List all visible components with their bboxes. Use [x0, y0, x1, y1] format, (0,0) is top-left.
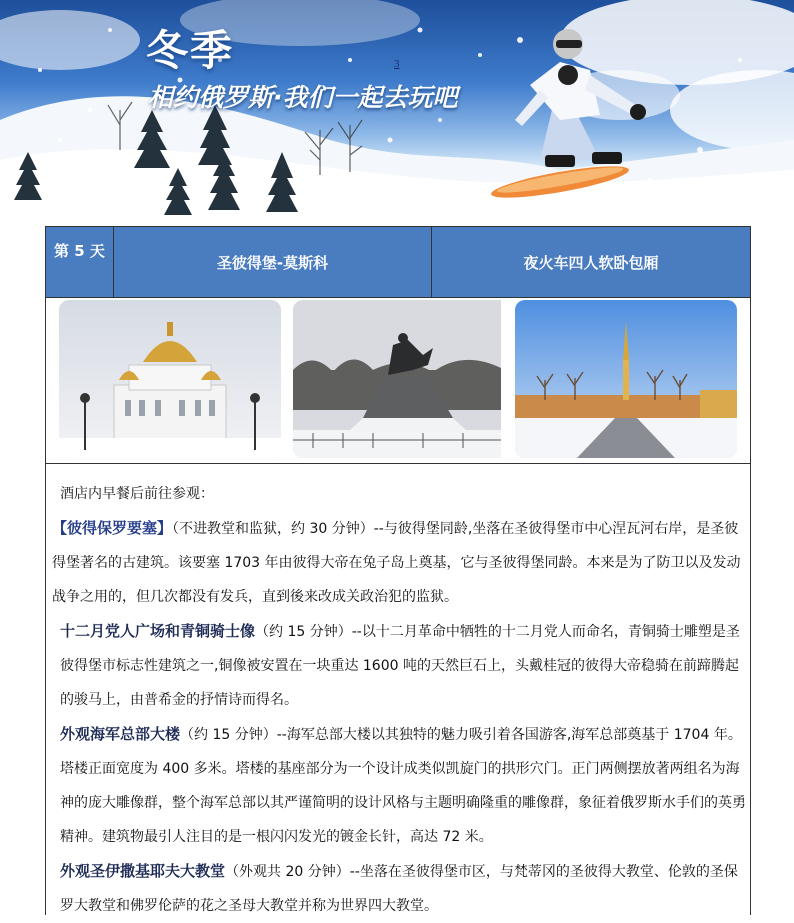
section-text: --以十二月革命中牺牲的十二月党人而命名，青铜骑士雕塑是圣彼得堡市标志性建筑之一,铜像被安置在一块重达 1600 吨的天然巨石上，头戴桂冠的彼得大帝稳骑在前蹄腾起的骏马上，由普希金的抒情诗而得名。 [60, 624, 740, 708]
section-title: 外观海军总部大楼 [60, 725, 181, 743]
section-duration: （不进教堂和监狱，约 30 分钟） [172, 521, 374, 537]
section-text: --与彼得堡同龄,坐落在圣彼得堡市中心涅瓦河右岸，是圣彼得堡著名的古建筑。该要塞 1703 年由彼得大帝在兔子岛上奠基，它与圣彼得堡同龄。本来是为了防卫以及发动战争之用的，但几次都没有发兵，直到後来改成关政治犯的监狱。 [52, 521, 741, 605]
day-accommodation: 夜火车四人软卧包厢 [523, 253, 659, 272]
banner-title: 冬季 [146, 26, 235, 75]
banner-subtitle: 相约俄罗斯·我们一起去玩吧 [148, 83, 458, 112]
section-text: --海军总部大楼以其独特的魅力吸引着各国游客,海军总部奠基于 1704 年。塔楼正面宽度为 400 多米。塔楼的基座部分为一个设计成类似凯旋门的拱形穴门。正门两侧摆放著两组名为海神的庞大雕像群，整个海军总部以其严谨简明的设计风格与主题明确隆重的雕像群，象征着俄罗斯水手们的英勇精神。建筑物最引人注目的是一根闪闪发光的镀金长针，高达 72 米。 [60, 727, 746, 845]
itinerary-content [52, 477, 746, 923]
itinerary-day-table [45, 226, 751, 915]
peter-paul-fortress-photo [515, 300, 737, 458]
day-header-row [46, 227, 750, 298]
section-admiralty [52, 717, 746, 854]
page-number: 3 [394, 58, 400, 70]
bronze-horseman-photo [293, 300, 515, 458]
cathedral-photo [59, 300, 281, 458]
section-text: --坐落在圣彼得堡市区，与梵蒂冈的圣彼得大教堂、伦敦的圣保罗大教堂和佛罗伦萨的花之圣母大教堂并称为世界四大教堂。 [60, 864, 738, 914]
section-title: 十二月党人广场和青铜骑士像 [60, 622, 256, 640]
section-title: 外观圣伊撒基耶夫大教堂 [60, 862, 226, 880]
section-peter-paul [52, 511, 746, 614]
section-decembrist-square [52, 614, 746, 717]
day-route: 圣彼得堡-莫斯科 [114, 227, 432, 297]
intro-text: 酒店内早餐后前往参观： [60, 486, 214, 502]
section-duration: （约 15 分钟） [255, 624, 352, 640]
section-duration: （外观共 20 分钟） [225, 864, 350, 880]
photo-row [46, 298, 750, 464]
day-number: 第 5 天 [46, 227, 114, 297]
section-duration: （约 15 分钟） [180, 727, 277, 743]
header-banner [0, 0, 794, 216]
section-st-isaac [52, 854, 746, 923]
section-title: 【彼得保罗要塞】 [52, 519, 173, 537]
